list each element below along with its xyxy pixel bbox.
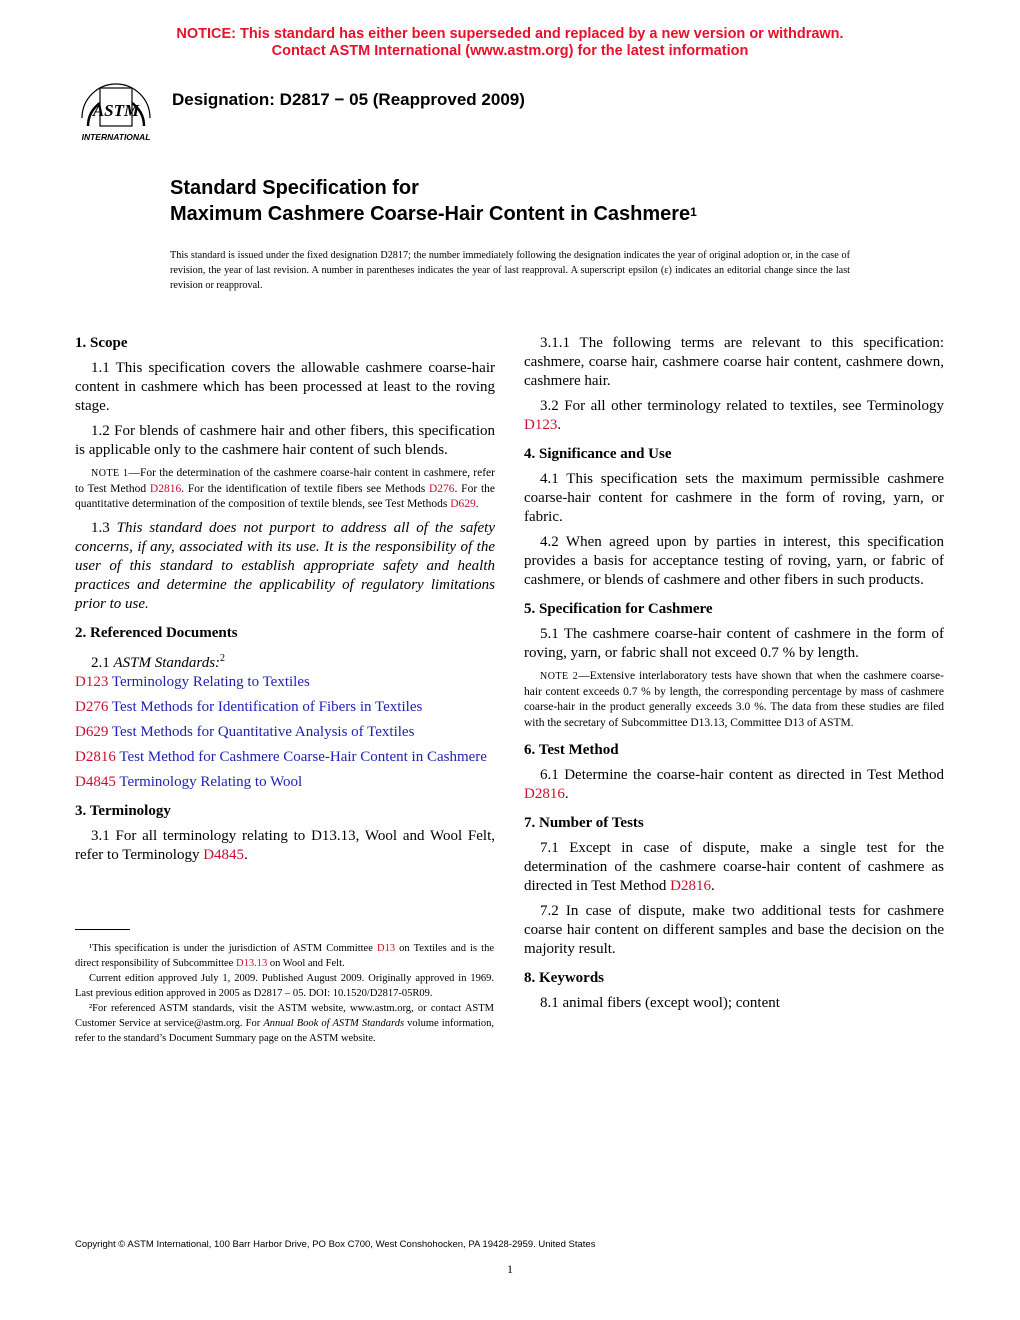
ref-link-d2816[interactable]: D2816 [524, 786, 565, 802]
section-heading-specification: 5. Specification for Cashmere [524, 601, 713, 617]
footnote-1-text-a: ¹This specification is under the jurisdiction of ASTM Committee [89, 943, 377, 954]
withdrawal-notice [0, 26, 1020, 60]
paragraph-8-1: 8.1 animal fibers (except wool); content [540, 995, 780, 1011]
section-heading-significance: 4. Significance and Use [524, 446, 672, 462]
paragraph-3-2-text: 3.2 For all other terminology related to textiles, see Terminology [540, 398, 944, 414]
note-1-label: NOTE 1 [91, 468, 129, 479]
paragraph-1-3 [75, 519, 495, 614]
left-column [75, 334, 495, 871]
paragraph-3-2-end: . [557, 417, 562, 433]
title-line-1: Standard Specification for [170, 177, 419, 199]
note-1-text-b: . For the identification of textile fibers see Methods [181, 482, 429, 495]
note-2-label: NOTE 2 [540, 671, 579, 682]
section-heading-terminology: 3. Terminology [75, 802, 171, 819]
paragraph-3-2 [524, 397, 944, 435]
paragraph-3-1 [75, 827, 495, 865]
section-heading-test-method: 6. Test Method [524, 742, 619, 758]
footnote-1-text-b: on Textiles and is the direct responsibility of Subcommittee [75, 943, 494, 969]
note-1 [75, 466, 495, 513]
reference-item[interactable] [75, 723, 495, 742]
issuance-statement: This standard is issued under the fixed designation D2817; the number immediately following the designation indicates the year of original adoption or, in the case of revision, the year of last revision. A number in parentheses indicates the year of last reapproval. A superscript epsilon (ε) indicates an editorial change since the last revision or reapproval. [170, 250, 850, 291]
footnote-1-edition: Current edition approved July 1, 2009. Published August 2009. Originally approved in 1969. Last previous edition approved in 2005 as D2817 – 05. DOI: 10.1520/D2817-05R09. [75, 973, 494, 999]
paragraph-7-1-text: 7.1 Except in case of dispute, make a single test for the determination of the cashmere coarse-hair content of cashmere as directed in Test Method [524, 840, 944, 894]
designation: Designation: D2817 − 05 (Reapproved 2009) [172, 90, 525, 109]
document-title [170, 175, 697, 227]
right-column [524, 334, 944, 1019]
paragraph-1-1: 1.1 This specification covers the allowable cashmere coarse-hair content in cashmere which has been processed at least to the roving stage. [75, 360, 495, 414]
note-2 [524, 669, 944, 731]
reference-item[interactable] [75, 748, 495, 767]
paragraph-6-1-end: . [564, 786, 569, 802]
paragraph-6-1-text: 6.1 Determine the coarse-hair content as directed in Test Method [540, 767, 944, 783]
title-line-2 [170, 201, 697, 227]
reference-item[interactable] [75, 773, 495, 792]
reference-list [75, 673, 495, 792]
reference-item[interactable] [75, 698, 495, 717]
paragraph-7-1 [524, 839, 944, 896]
paragraph-2-1-number: 2.1 [91, 654, 114, 671]
paragraph-4-2: 4.2 When agreed upon by parties in interest, this specification provides a basis for acceptance testing of roving, yarn, or fabric of cashmere, or blends of cashmere and other fibers in such products. [524, 534, 944, 588]
page-number: 1 [507, 1262, 513, 1276]
reference-title: Terminology Relating to Wool [119, 773, 303, 790]
footnote-divider [75, 929, 130, 930]
notice-line-2: Contact ASTM International (www.astm.org) for the latest information [271, 43, 749, 59]
footnote-2-text-a: ²For referenced ASTM standards, visit the ASTM website, www.astm.org, or contact ASTM Customer Service at service@astm.org. For [75, 1003, 494, 1029]
section-heading-scope: 1. Scope [75, 335, 128, 351]
paragraph-5-1: 5.1 The cashmere coarse-hair content of cashmere in the form of roving, yarn, or fabric shall not exceed 0.7 % by length. [524, 626, 944, 661]
paragraph-1-3-number: 1.3 [91, 519, 117, 536]
paragraph-4-1: 4.1 This specification sets the maximum permissible cashmere coarse-hair content for cashmere in the form of roving, yarn, or fabric. [524, 471, 944, 525]
paragraph-3-1-text: 3.1 For all terminology relating to D13.13, Wool and Wool Felt, refer to Terminology [75, 827, 495, 863]
reference-code: D629 [75, 723, 109, 740]
reference-title: Test Method for Cashmere Coarse-Hair Content in Cashmere [119, 748, 487, 765]
footnote-1 [75, 941, 494, 971]
reference-title: Test Methods for Quantitative Analysis of Textiles [111, 723, 415, 740]
astm-logo-icon [70, 76, 162, 146]
astm-logo [70, 76, 162, 146]
ref-link-d123[interactable]: D123 [524, 417, 558, 433]
paragraph-7-1-end: . [710, 878, 715, 894]
ref-link-d2816[interactable]: D2816 [670, 878, 711, 894]
ref-link-d276[interactable]: D276 [428, 482, 455, 495]
section-heading-number-of-tests: 7. Number of Tests [524, 815, 644, 831]
paragraph-6-1 [524, 766, 944, 804]
paragraph-3-1-1: 3.1.1 The following terms are relevant to this specification: cashmere, coarse hair, cashmere coarse hair content, cashmere down, cashmere hair. [524, 335, 944, 389]
reference-code: D123 [75, 673, 109, 690]
notice-line-1: NOTICE: This standard has either been superseded and replaced by a new version or withdrawn. [176, 26, 844, 42]
paragraph-7-2: 7.2 In case of dispute, make two additional tests for cashmere coarse hair content on different samples and base the decision on the majority result. [524, 903, 944, 957]
reference-title: Terminology Relating to Textiles [111, 673, 310, 690]
reference-title: Test Methods for Identification of Fibers in Textiles [111, 698, 423, 715]
ref-link-d13-13[interactable]: D13.13 [235, 958, 268, 969]
reference-code: D2816 [75, 748, 116, 765]
section-heading-referenced-documents: 2. Referenced Documents [75, 624, 238, 641]
title-footnote-marker: 1 [690, 205, 697, 219]
reference-item[interactable] [75, 673, 495, 692]
paragraph-1-2: 1.2 For blends of cashmere hair and other fibers, this specification is applicable only to the cashmere hair content of such blends. [75, 423, 495, 458]
note-1-text-d: . [475, 498, 479, 510]
note-1-text-c: . For the quantitative determination of the composition of textile blends, see Test Methods [75, 482, 495, 510]
note-1-text-a: —For the determination of the cashmere coarse-hair content in cashmere, refer to Test Method [75, 467, 495, 495]
ref-link-d2816[interactable]: D2816 [149, 482, 182, 495]
footnote-1-text-c: on Wool and Felt. [267, 958, 345, 969]
paragraph-1-3-text: This standard does not purport to address all of the safety concerns, if any, associated with its use. It is the responsibility of the user of this standard to establish appropriate safety and health practices and determine the applicability of regulatory limitations prior to use. [75, 519, 496, 612]
ref-link-d4845[interactable]: D4845 [203, 846, 245, 863]
astm-standards-label: ASTM Standards: [113, 654, 221, 671]
footnote-2-text-b: volume information, refer to the standard’s Document Summary page on the ASTM website. [75, 1018, 494, 1044]
title-line-2-text: Maximum Cashmere Coarse-Hair Content in Cashmere [170, 203, 691, 225]
ref-link-d13[interactable]: D13 [376, 943, 396, 954]
section-heading-keywords: 8. Keywords [524, 970, 604, 986]
paragraph-2-1 [75, 649, 495, 673]
footnotes [75, 941, 494, 1046]
footnote-2-italic: Annual Book of ASTM Standards [263, 1018, 405, 1029]
reference-code: D4845 [75, 773, 116, 790]
paragraph-3-1-end: . [244, 846, 248, 863]
copyright-line: Copyright © ASTM International, 100 Barr Harbor Drive, PO Box C700, West Conshohocken, PA 19428-2959. United States [75, 1239, 596, 1250]
ref-link-d629[interactable]: D629 [450, 498, 476, 510]
reference-code: D276 [75, 698, 109, 715]
logo-label: INTERNATIONAL [81, 132, 151, 142]
logo-letters: ASTM [92, 101, 140, 120]
footnote-marker-2: 2 [220, 652, 226, 664]
footnote-2 [75, 1001, 494, 1046]
note-2-text: —Extensive interlaboratory tests have shown that when the cashmere coarse-hair content exceeds 0.7 % by length, the corresponding percentage by mass of cashmere coarse-hair in the product generally exceeds 3.0 %. The data from these studies are filed with the secretary of Subcommittee D13.13, Committee D13 of ASTM. [524, 670, 944, 729]
